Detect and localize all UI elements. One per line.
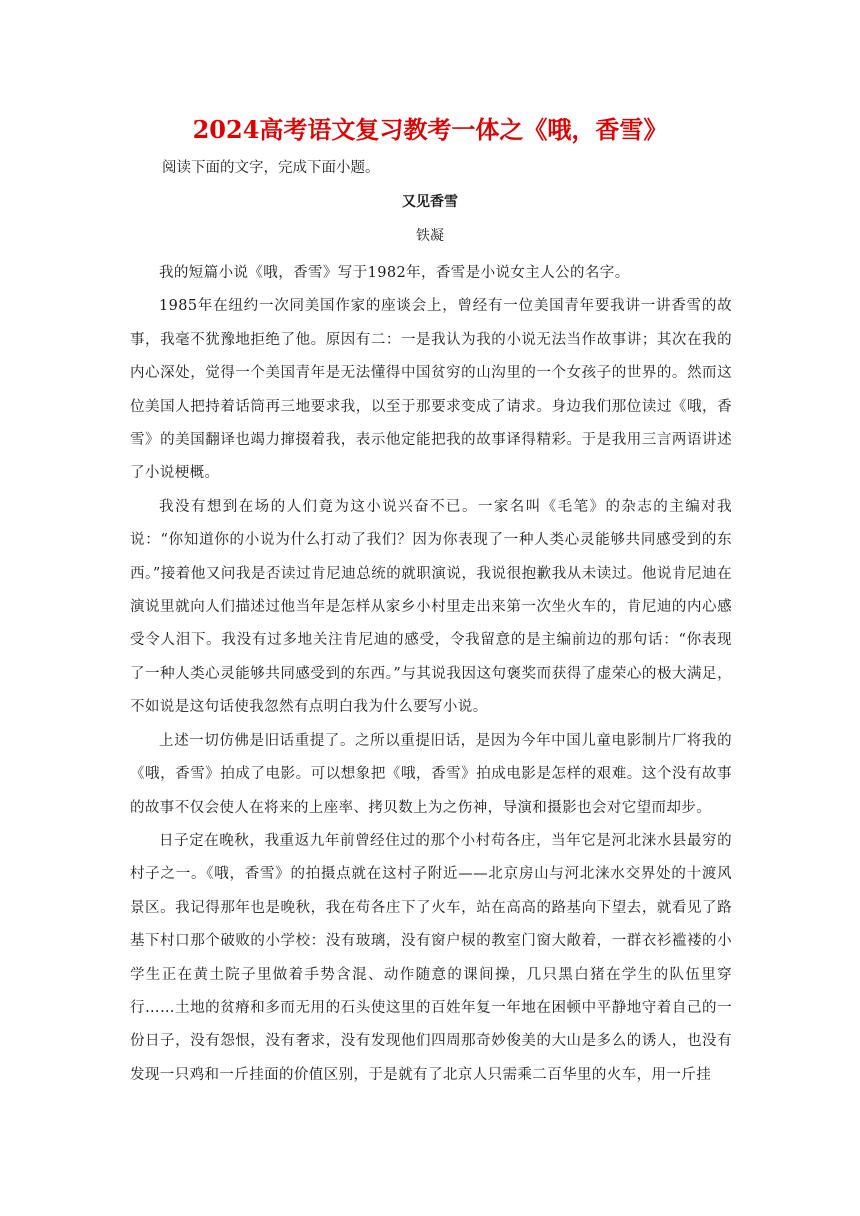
article-author: 铁凝 xyxy=(416,228,444,244)
article-title: 又见香雪 xyxy=(402,194,458,210)
paragraph: 日子定在晚秋，我重返九年前曾经住过的那个小村苟各庄，当年它是河北涞水县最穷的村子之一。《哦，香雪》的拍摄点就在这村子附近——北京房山与河北涞水交界处的十渡风景区。我记得那年也是晚秋，我在苟各庄下了火车，站在高高的路基向下望去，就看见了路基下村口那个破败的小学校：没有玻璃，没有窗户棂的教室门窗大敞着，一群衣衫褴褛的小学生正在黄土院子里做着手势含混、动作随意的课间操，几只黑白猪在学生的队伍里穿行……土地的贫瘠和多而无用的石头使这里的百姓年复一年地在困顿中平静地守着自己的一份日子，没有怨恨，没有奢求，没有发现他们四周那奇妙俊美的大山是多么的诱人，也没有发现一只鸡和一斤挂面的价值区别，于是就有了北京人只需乘二百华里的火车，用一斤挂 xyxy=(130,832,732,1083)
document-title: 2024高考语文复习教考一体之《哦，香雪》 xyxy=(192,115,668,144)
article-body xyxy=(130,257,732,1092)
paragraph: 1985年在纽约一次同美国作家的座谈会上，曾经有一位美国青年要我讲一讲香雪的故事，我毫不犹豫地拒绝了他。原因有二：一是我认为我的小说无法当作故事讲；其次在我的内心深处，觉得一个美国青年是无法懂得中国贫穷的山沟里的一个女孩子的世界的。然而这位美国人把持着话筒再三地要求我，以至于那要求变成了请求。身边我们那位读过《哦，香雪》的美国翻译也竭力撺掇着我，表示他定能把我的故事译得精彩。于是我用三言两语讲述了小说梗概。 xyxy=(130,298,732,482)
paragraph: 我没有想到在场的人们竟为这小说兴奋不已。一家名叫《毛笔》的杂志的主编对我说：“你知道你的小说为什么打动了我们？因为你表现了一种人类心灵能够共同感受到的东西。”接着他又问我是否读过肯尼迪总统的就职演说，我说很抱歉我从未读过。他说肯尼迪在演说里就向人们描述过他当年是怎样从家乡小村里走出来第一次坐火车的，肯尼迪的内心感受令人泪下。我没有过多地关注肯尼迪的感受，令我留意的是主编前边的那句话：“你表现了一种人类心灵能够共同感受到的东西。”与其说我因这句褒奖而获得了虚荣心的极大满足，不如说是这句话使我忽然有点明白我为什么要写小说。 xyxy=(130,498,732,716)
paragraph: 上述一切仿佛是旧话重提了。之所以重提旧话，是因为今年中国儿童电影制片厂将我的《哦，香雪》拍成了电影。可以想象把《哦，香雪》拍成电影是怎样的艰难。这个没有故事的故事不仅会使人在将来的上座率、拷贝数上为之伤神，导演和摄影也会对它望而却步。 xyxy=(130,732,732,816)
instruction-text: 阅读下面的文字，完成下面小题。 xyxy=(162,160,380,176)
paragraph: 我的短篇小说《哦，香雪》写于1982年，香雪是小说女主人公的名字。 xyxy=(159,265,630,281)
